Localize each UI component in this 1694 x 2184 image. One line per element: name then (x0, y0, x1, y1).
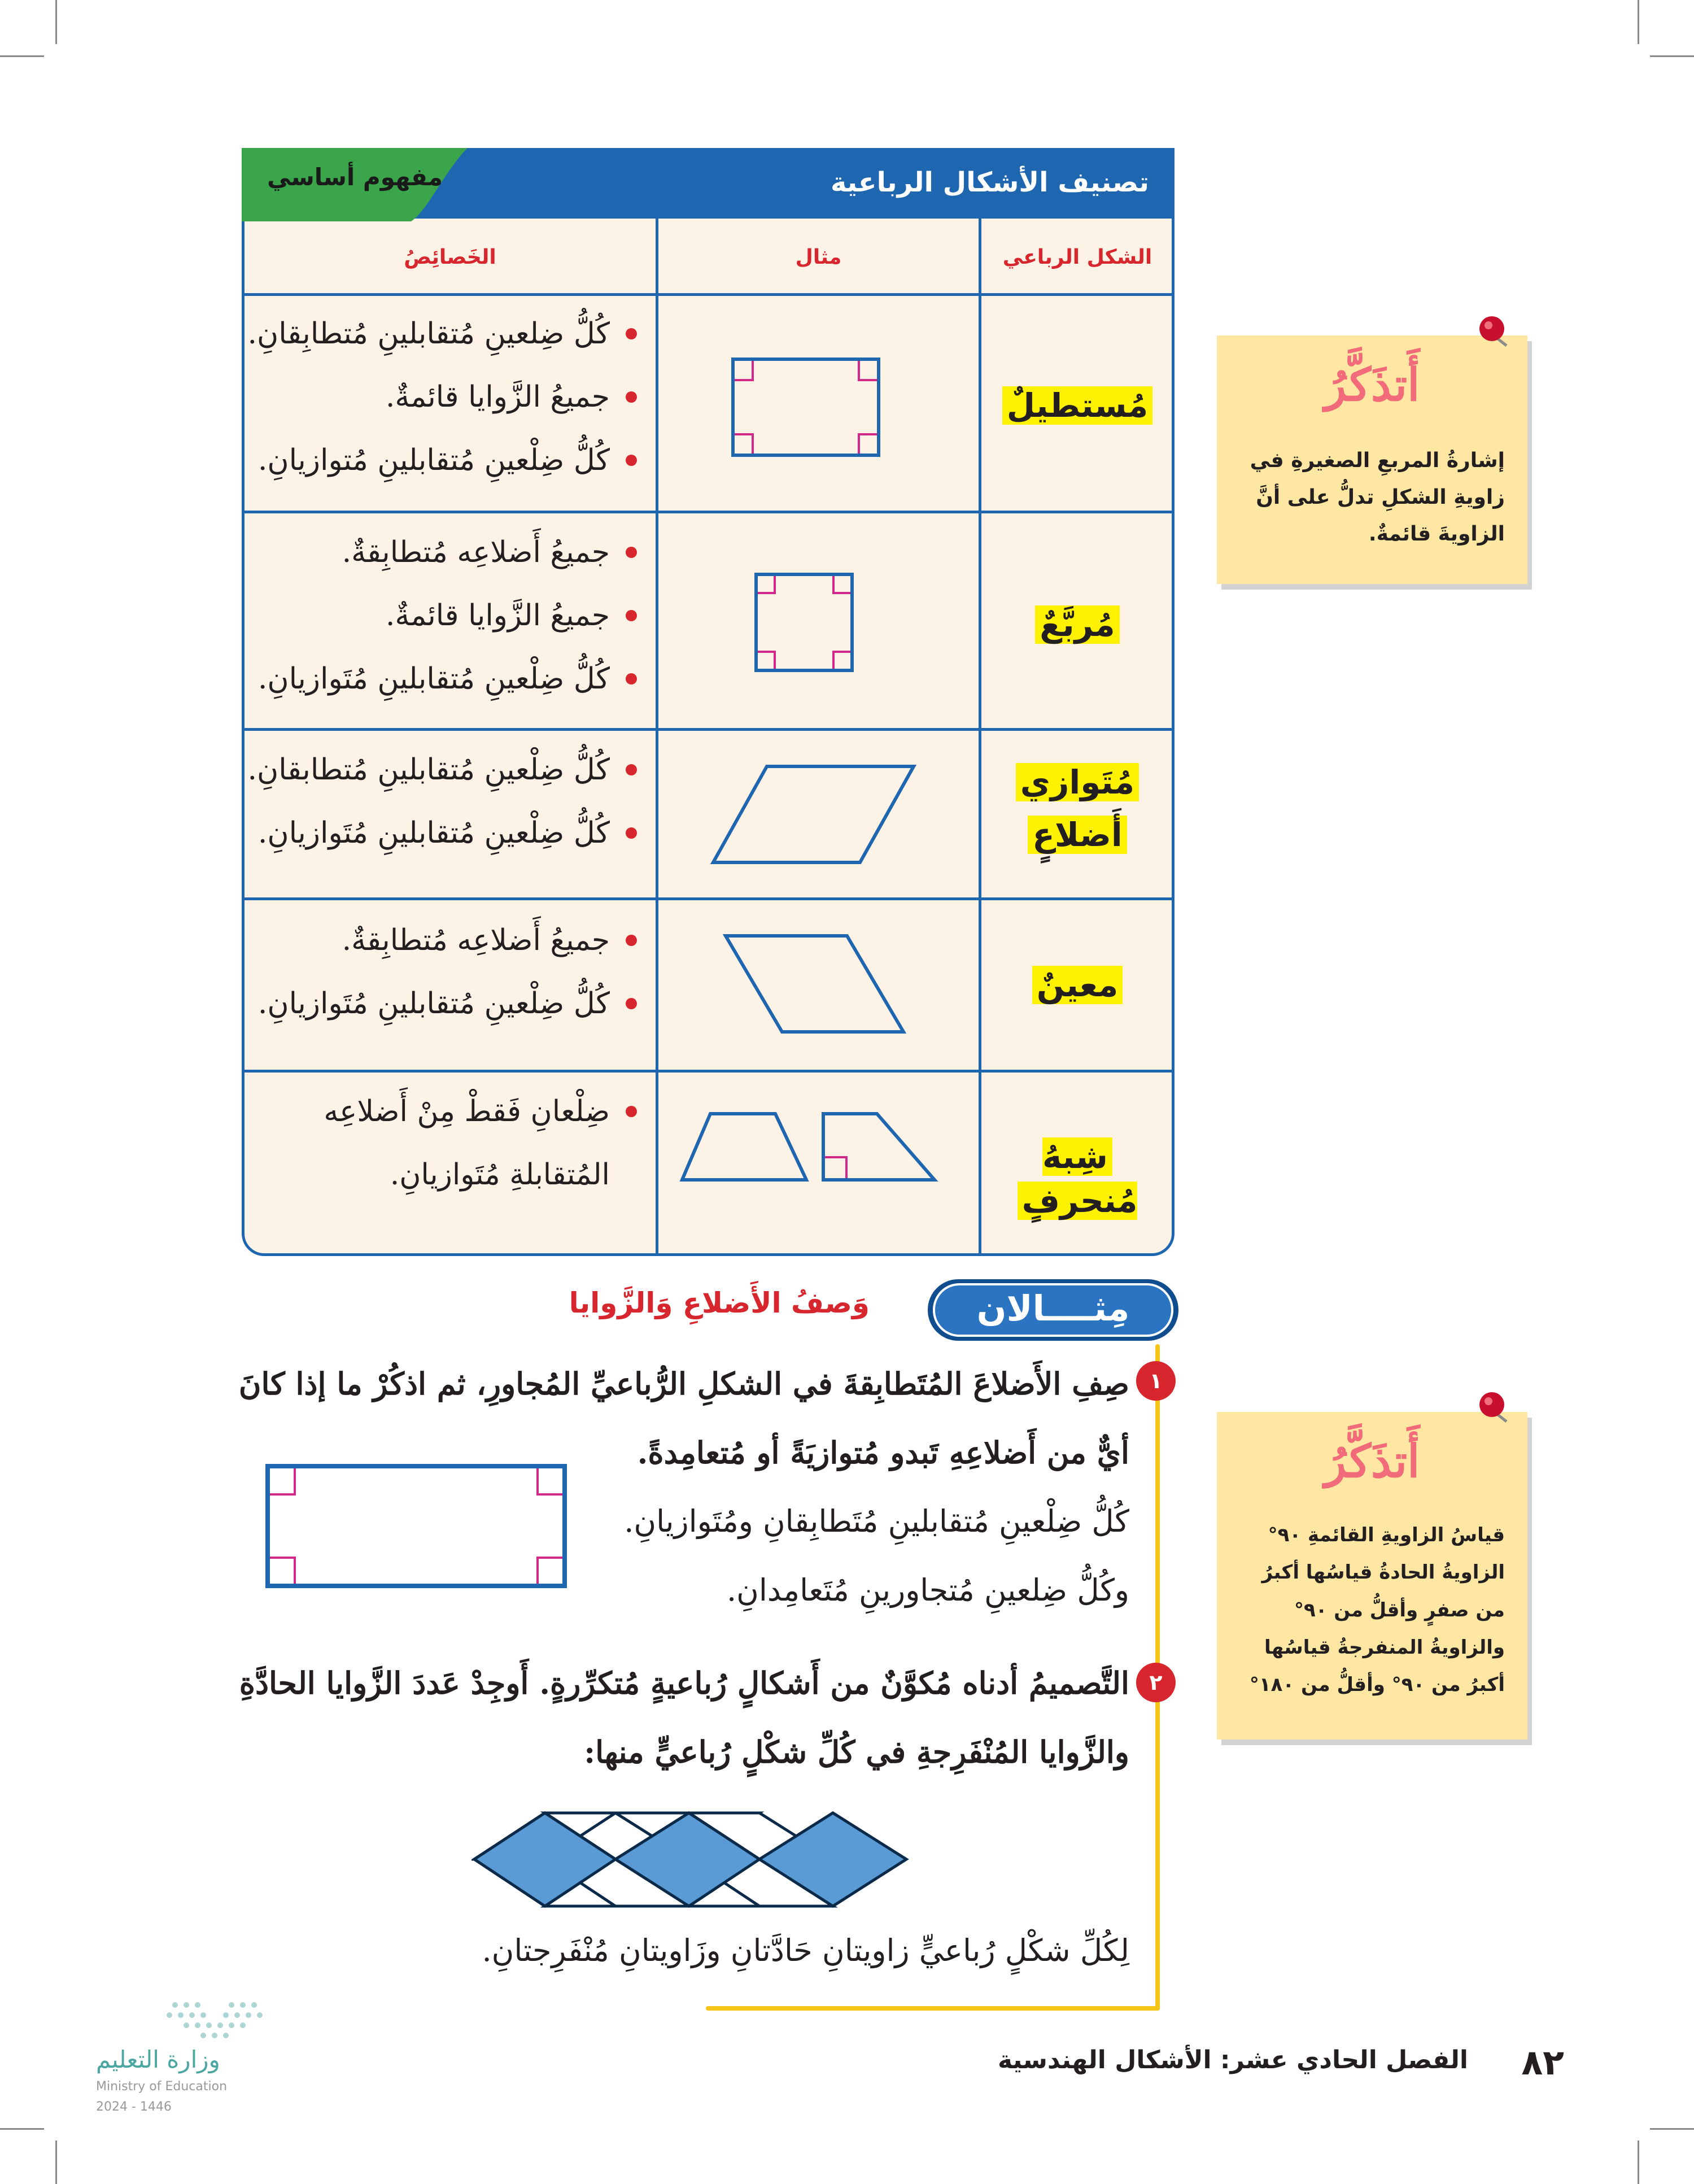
example-border (706, 2006, 1160, 2011)
list-item: كُلُّ ضِلعينِ مُتقابلينِ مُتطابِقانِ. (248, 302, 644, 365)
rectangle-properties (248, 302, 644, 492)
square-figure (754, 573, 854, 672)
crop-mark (1638, 2141, 1639, 2184)
examples-label: مِثــــالان (976, 1288, 1130, 1329)
list-item: جميعُ أَضلاعِه مُتطابِقةٌ. (248, 521, 644, 584)
list-item: كُلُّ ضِلْعينِ مُتقابلينِ مُتَوازيانِ. (248, 801, 644, 865)
shape-name-rectangle: مُستطيلٌ (981, 383, 1173, 428)
list-item: كُلُّ ضِلْعينِ مُتقابلينِ مُتَوازيانِ. (248, 647, 644, 710)
remember-note-angles (1217, 1412, 1527, 1740)
column-divider (979, 219, 981, 1253)
crop-mark (1650, 55, 1694, 57)
ministry-name-en: Ministry of Education (96, 2080, 228, 2094)
list-item: جميعُ الزَّوايا قائمةٌ. (248, 584, 644, 647)
remember-title: أَتذَكَّرُ (1324, 358, 1420, 411)
trapezoid-figures (679, 1111, 939, 1184)
rhombus-tessellation-figure (471, 1810, 909, 1909)
example-1-question-cont: أيٌّ من أَضلاعِهِ تَبدو مُتوازيَةً أو مُتعامِدةً. (637, 1435, 1129, 1471)
row-divider (245, 1070, 1172, 1073)
crop-mark (1638, 0, 1639, 44)
column-header-example: مثال (795, 246, 842, 269)
rectangle-figure (731, 358, 880, 457)
example-number-2: ٢ (1136, 1663, 1176, 1702)
list-item-continued: المُتقابلةِ مُتَوازيانِ. (390, 1158, 610, 1192)
remember-text: إشارةُ المربعِ الصغيرةِ في زاويةِ الشكلِ تدلُّ على أنَّ الزاويةَ قائمةٌ. (1250, 449, 1505, 546)
shape-name-parallelogram: مُتَوازي أَضلاعٍ (981, 756, 1173, 861)
example-2-question: التَّصميمُ أدناه مُكوَّنٌ من أَشكالٍ رُباعيةٍ مُتكرِّرةٍ. أَوجِدْ عَددَ الزَّوايا الحادَّةِ (239, 1665, 1129, 1701)
example-2-answer: لِكُلِّ شكْلٍ رُباعيٍّ زاويتانِ حَادَّتانِ وزَاويتانِ مُنْفَرِجتانِ. (482, 1933, 1129, 1968)
list-item: كُلُّ ضِلْعينِ مُتقابلينِ مُتَوازيانِ. (248, 972, 644, 1035)
row-divider (245, 728, 1172, 731)
crop-mark (55, 2141, 57, 2184)
page-number: ٨٢ (1521, 2042, 1564, 2083)
remember-text: قياسُ الزاويةِ القائمةِ ٩٠° الزاويةُ الحادةُ قياسُها أكبرُ من صفرٍ وأقلُّ من ٩٠° والزاويةُ المنفرجةُ قياسُها أكبرُ من ٩٠° وأقلُّ من ١٨٠° (1249, 1524, 1505, 1697)
academic-year: 2024 - 1446 (96, 2100, 172, 2114)
row-divider (245, 293, 1172, 296)
key-concept-label: مفهوم أساسي (267, 163, 443, 191)
remember-title: أَتذَكَّرُ (1324, 1435, 1420, 1488)
list-item: ضِلْعانِ فَقطْ مِنْ أَضلاعِه (248, 1080, 644, 1143)
shape-name-square: مُربَّعٌ (981, 603, 1173, 647)
crop-mark (55, 0, 57, 44)
example-number-1: ١ (1136, 1361, 1176, 1401)
parallelogram-figure (710, 764, 916, 865)
list-item: جميعُ الزَّوايا قائمةٌ. (248, 365, 644, 429)
column-header-shape: الشكل الرباعي (1002, 246, 1152, 269)
shape-name-trapezoid: شِبهُ مُنحرفٍ (981, 1135, 1173, 1223)
list-item: كُلُّ ضِلْعينِ مُتقابلينِ مُتطابقانِ. (248, 738, 644, 801)
examples-subtitle: وَصفُ الأَضلاعِ وَالزَّوايا (569, 1287, 870, 1319)
rhombus-properties (248, 909, 644, 1035)
ministry-name: وزارة التعليم (96, 2046, 220, 2073)
column-header-properties: الخَصائِصُ (404, 246, 496, 269)
example-1-answer: كُلُّ ضِلْعينِ مُتقابلينِ مُتَطابِقانِ ومُتَوازيانِ. (624, 1503, 1129, 1539)
trapezoid-properties (248, 1080, 644, 1206)
table-title: تصنيف الأشكال الرباعية (831, 167, 1149, 198)
shape-name-rhombus: معينٌ (981, 963, 1173, 1007)
quadrilateral-classification-table (242, 148, 1175, 1256)
example-1-answer-cont: وكُلُّ ضِلعينِ مُتجاورينِ مُتَعامِدانِ. (727, 1572, 1129, 1608)
chapter-title: الفصل الحادي عشر: الأشكال الهندسية (997, 2046, 1468, 2074)
rhombus-figure (723, 933, 906, 1035)
crop-mark (1650, 2128, 1694, 2130)
list-item: كُلُّ ضِلْعينِ مُتقابلينِ مُتوازيانِ. (248, 429, 644, 492)
list-item: جميعُ أَضلاعِه مُتطابِقةٌ. (248, 909, 644, 972)
example-rectangle-figure (265, 1464, 567, 1588)
parallelogram-properties (248, 738, 644, 865)
example-1-question: صِفِ الأَضلاعَ المُتَطابِقةَ في الشكلِ الرُّباعيِّ المُجاورِ، ثم اذكُرْ ما إذا كانَ (238, 1366, 1129, 1402)
crop-mark (0, 55, 44, 57)
pushpin-icon (1474, 311, 1519, 356)
crop-mark (0, 2128, 44, 2130)
square-properties (248, 521, 644, 710)
row-divider (245, 897, 1172, 900)
column-divider (656, 219, 658, 1253)
pushpin-icon (1474, 1387, 1519, 1432)
row-divider (245, 511, 1172, 513)
remember-note-right-angle (1217, 335, 1527, 584)
example-2-question-cont: والزَّوايا المُنْفَرِجةِ في كُلِّ شكْلٍ رُباعيٍّ منها: (584, 1734, 1129, 1770)
